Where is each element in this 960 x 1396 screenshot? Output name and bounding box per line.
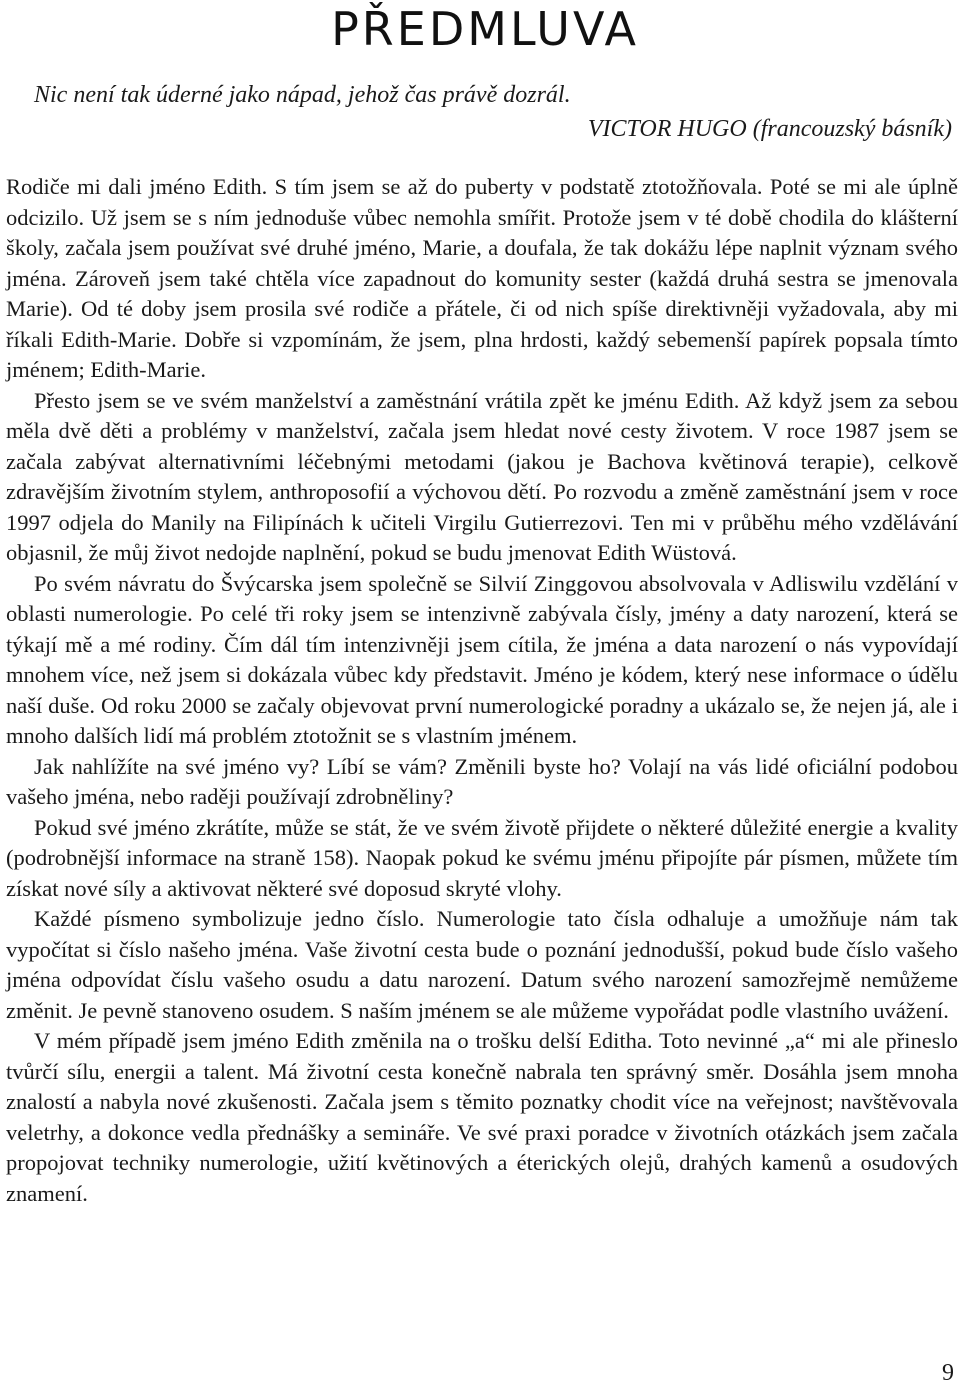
page-number: 9 [942,1360,954,1386]
paragraph: Každé písmeno symbolizuje jedno číslo. Numerologie tato čísla odhaluje a umožňuje nám tak vypočítat si číslo našeho jména. Vaše životní cesta bude o poznání jednodušší, pokud bude číslo vašeho jména odpovídat číslu vašeho osudu a datu narození. Datum svého narození samozřejmě nemůžeme změnit. Je pevně stanoveno osudem. S naším jménem se ale můžeme vypořádat podle vlastního uvážení. [6,906,958,1023]
body-text [6,172,958,1209]
paragraph: Přesto jsem se ve svém manželství a zaměstnání vrátila zpět ke jménu Edith. Až když jsem za sebou měla dvě děti a problémy v manželství, začala jsem hledat nové cesty životem. V roce 1987 jsem se začala zabývat alternativními léčebnými metodami (jakou je Bachova květinová terapie), celkově zdravějším životním stylem, anthroposofií a výchovou dětí. Po rozvodu a změně zaměstnání jsem v roce 1997 odjela do Manily na Filipínách k učiteli Virgilu Gutierrezovi. Ten mi v průběhu mého vzdělávání objasnil, že můj život nedojde naplnění, pokud se budu jmenovat Edith Wüstová. [6,387,958,565]
motto-quote: Nic není tak úderné jako nápad, jehož čas právě dozrál. [34,82,571,108]
paragraph: V mém případě jsem jméno Edith změnila na o trošku delší Editha. Toto nevinné „a“ mi ale přineslo tvůrčí sílu, energii a talent. Má životní cesta konečně nabrala ten správný směr. Dosáhla jsem mnoha znalostí a nabyla nové zkušenosti. Začala jsem s těmito poznatky chodit více na veřejnost; navštěvovala veletrhy, a dokonce vedla přednášky a semináře. Ve své praxi poradce v životních otázkách jsem začala propojovat techniky numerologie, užití květinových a éterických olejů, drahých kamenů a osudových znamení. [6,1028,958,1206]
paragraph: Jak nahlížíte na své jméno vy? Líbí se vám? Změnili byste ho? Volají na vás lidé oficiální podobou vašeho jména, nebo raději používají zdrobněliny? [6,753,958,809]
paragraph: Rodiče mi dali jméno Edith. S tím jsem se až do puberty v podstatě ztotožňovala. Poté se mi ale úplně odcizilo. Už jsem se s ním jednoduše vůbec nemohla smířit. Protože jsem v té době chodila do klášterní školy, začala jsem používat své druhé jméno, Marie, a doufala, že tak dokážu lépe naplnit význam svého jména. Zároveň jsem také chtěla více zapadnout do komunity sester (každá druhá sestra se jmenovala Marie). Od té doby jsem prosila své rodiče a přátele, či od nich spíše direktivněji vyžadovala, aby mi říkali Edith-Marie. Dobře si vzpomínám, že jsem, plna hrdosti, každý sebemenší papírek popsala tímto jménem; Edith-Marie. [6,174,958,382]
chapter-title: PŘEDMLUVA [331,2,639,56]
paragraph: Pokud své jméno zkrátíte, může se stát, že ve svém životě přijdete o některé důležité energie a kvality (podrobnější informace na straně 158). Naopak pokud ke svému jménu připojíte pár písmen, můžete tím získat nové síly a aktivovat některé své doposud skryté vlohy. [6,814,958,901]
paragraph: Po svém návratu do Švýcarska jsem společně se Silvií Zinggovou absolvovala v Adliswilu vzdělání v oblasti numerologie. Po celé tři roky jsem se intenzivně zabývala čísly, jmény a daty narození, která se týkají mě a mé rodiny. Čím dál tím intenzivněji jsem cítila, že jména a data narození o nás vypovídají mnohem více, než jsem si dokázala vůbec kdy představit. Jméno je kódem, který nese informace o údělu naší duše. Od roku 2000 se začaly objevovat první numerologické poradny a ukázalo se, že nejen já, ale i mnoho dalších lidí má problém ztotožnit se s vlastním jménem. [6,570,958,748]
motto-author: VICTOR HUGO (francouzský básník) [587,116,952,142]
